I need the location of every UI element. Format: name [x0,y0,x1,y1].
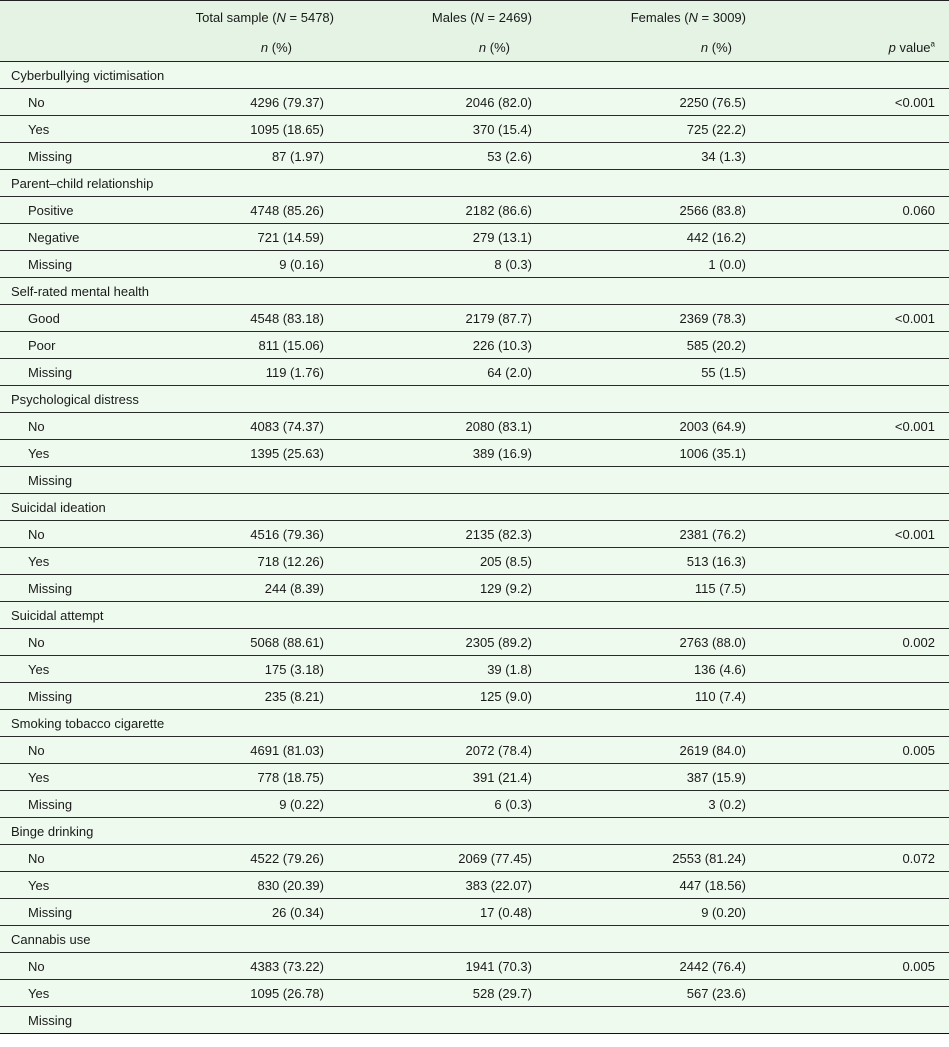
header-empty-cell [768,1,949,35]
females-value: 2442 (76.4) [546,953,768,980]
males-value: 39 (1.8) [334,656,546,683]
header-males-label: Males ( [431,10,475,25]
row-label: Negative [0,224,174,251]
females-value: 2566 (83.8) [546,197,768,224]
males-value: 2080 (83.1) [334,413,546,440]
group-label: Parent–child relationship [0,170,949,197]
header-males-n: N [474,10,484,25]
group-label: Suicidal attempt [0,602,949,629]
header-females [546,1,768,35]
row-label: No [0,845,174,872]
total-value: 718 (12.26) [174,548,334,575]
total-value: 4522 (79.26) [174,845,334,872]
males-value: 205 (8.5) [334,548,546,575]
group-label: Suicidal ideation [0,494,949,521]
females-value: 136 (4.6) [546,656,768,683]
total-value: 87 (1.97) [174,143,334,170]
header-females-units [546,34,768,62]
row-label: No [0,89,174,116]
header-total-n: N [276,10,286,25]
males-value: 528 (29.7) [334,980,546,1007]
row-label: Missing [0,683,174,710]
females-value: 9 (0.20) [546,899,768,926]
table-row [0,791,949,818]
males-value: 2072 (78.4) [334,737,546,764]
row-label: Positive [0,197,174,224]
total-value: 721 (14.59) [174,224,334,251]
total-value: 4748 (85.26) [174,197,334,224]
group-label: Psychological distress [0,386,949,413]
p-value: <0.001 [768,305,949,332]
p-value [768,791,949,818]
females-value: 115 (7.5) [546,575,768,602]
females-value: 442 (16.2) [546,224,768,251]
row-label: Yes [0,656,174,683]
total-value: 778 (18.75) [174,764,334,791]
females-value: 34 (1.3) [546,143,768,170]
table-row [0,332,949,359]
table-row [0,143,949,170]
row-label: Missing [0,467,174,494]
header-empty-cell [0,1,174,35]
header-total-label: Total sample ( [195,10,277,25]
total-value: 9 (0.22) [174,791,334,818]
header-row-units [0,34,949,62]
males-value: 17 (0.48) [334,899,546,926]
table-row [0,413,949,440]
males-value: 370 (15.4) [334,116,546,143]
row-label: Yes [0,872,174,899]
females-value: 2250 (76.5) [546,89,768,116]
males-value [334,467,546,494]
table-row [0,305,949,332]
header-pct-label: (%) [708,40,732,55]
row-label: No [0,413,174,440]
table-group-row [0,62,949,89]
p-value: 0.005 [768,737,949,764]
table-row [0,980,949,1007]
row-label: Yes [0,116,174,143]
females-value: 2381 (76.2) [546,521,768,548]
p-value [768,332,949,359]
females-value: 513 (16.3) [546,548,768,575]
total-value: 830 (20.39) [174,872,334,899]
header-total-sample [174,1,334,35]
p-value [768,683,949,710]
header-total-eq: = 5478) [285,10,334,25]
row-label: Yes [0,440,174,467]
row-label: Missing [0,359,174,386]
table-row [0,521,949,548]
males-value: 6 (0.3) [334,791,546,818]
total-value: 1095 (26.78) [174,980,334,1007]
males-value: 226 (10.3) [334,332,546,359]
table-row [0,899,949,926]
table-row [0,629,949,656]
females-value: 585 (20.2) [546,332,768,359]
p-value [768,224,949,251]
header-p-letter: p [888,40,896,55]
p-value [768,980,949,1007]
header-row-groups [0,1,949,35]
males-value: 125 (9.0) [334,683,546,710]
p-value: <0.001 [768,521,949,548]
row-label: Poor [0,332,174,359]
table-row [0,953,949,980]
header-p-rest: value [895,40,931,55]
females-value: 2003 (64.9) [546,413,768,440]
group-label: Self-rated mental health [0,278,949,305]
males-value: 279 (13.1) [334,224,546,251]
males-value [334,1007,546,1034]
females-value: 3 (0.2) [546,791,768,818]
males-value: 53 (2.6) [334,143,546,170]
group-label: Smoking tobacco cigarette [0,710,949,737]
p-value [768,467,949,494]
total-value: 4383 (73.22) [174,953,334,980]
males-value: 64 (2.0) [334,359,546,386]
total-value: 4296 (79.37) [174,89,334,116]
males-value: 1941 (70.3) [334,953,546,980]
row-label: No [0,737,174,764]
header-pct-label: (%) [268,40,292,55]
table-row [0,197,949,224]
males-value: 2069 (77.45) [334,845,546,872]
p-value [768,575,949,602]
table-group-row [0,386,949,413]
p-value: 0.072 [768,845,949,872]
table-group-row [0,926,949,953]
females-value: 1006 (35.1) [546,440,768,467]
p-value [768,1007,949,1034]
total-value: 9 (0.16) [174,251,334,278]
females-value [546,467,768,494]
males-value: 391 (21.4) [334,764,546,791]
header-total-units [174,34,334,62]
males-value: 2182 (86.6) [334,197,546,224]
table-row [0,359,949,386]
table-group-row [0,278,949,305]
table-row [0,872,949,899]
row-label: Missing [0,575,174,602]
header-p-footnote: a [930,39,935,49]
total-value: 119 (1.76) [174,359,334,386]
row-label: Yes [0,548,174,575]
females-value: 725 (22.2) [546,116,768,143]
total-value: 4516 (79.36) [174,521,334,548]
table-row [0,467,949,494]
females-value: 2619 (84.0) [546,737,768,764]
p-value [768,548,949,575]
females-value: 2763 (88.0) [546,629,768,656]
p-value [768,764,949,791]
table-group-row [0,170,949,197]
total-value [174,1007,334,1034]
header-males-eq: = 2469) [483,10,532,25]
total-value: 175 (3.18) [174,656,334,683]
total-value [174,467,334,494]
header-n-label: n [260,40,269,55]
females-value: 2369 (78.3) [546,305,768,332]
group-label: Binge drinking [0,818,949,845]
females-value: 55 (1.5) [546,359,768,386]
table-row [0,1007,949,1034]
group-label: Cyberbullying victimisation [0,62,949,89]
table-header [0,1,949,62]
females-value [546,1007,768,1034]
females-value: 387 (15.9) [546,764,768,791]
table-row [0,737,949,764]
group-label: Cannabis use [0,926,949,953]
table-row [0,845,949,872]
table-row [0,548,949,575]
table-group-row [0,602,949,629]
row-label: Missing [0,791,174,818]
males-value: 383 (22.07) [334,872,546,899]
p-value [768,899,949,926]
females-value: 567 (23.6) [546,980,768,1007]
table-row [0,440,949,467]
table-row [0,764,949,791]
females-value: 1 (0.0) [546,251,768,278]
p-value: 0.002 [768,629,949,656]
row-label: Missing [0,899,174,926]
header-females-eq: = 3009) [697,10,746,25]
males-value: 2046 (82.0) [334,89,546,116]
total-value: 26 (0.34) [174,899,334,926]
p-value: 0.005 [768,953,949,980]
total-value: 244 (8.39) [174,575,334,602]
males-value: 2135 (82.3) [334,521,546,548]
total-value: 4548 (83.18) [174,305,334,332]
table-row [0,251,949,278]
p-value [768,656,949,683]
total-value: 4691 (81.03) [174,737,334,764]
p-value [768,116,949,143]
total-value: 4083 (74.37) [174,413,334,440]
females-value: 447 (18.56) [546,872,768,899]
males-value: 389 (16.9) [334,440,546,467]
p-value [768,440,949,467]
females-value: 2553 (81.24) [546,845,768,872]
row-label: Yes [0,764,174,791]
males-value: 2305 (89.2) [334,629,546,656]
table-group-row [0,710,949,737]
header-males-units [334,34,546,62]
females-value: 110 (7.4) [546,683,768,710]
table-row [0,683,949,710]
p-value [768,143,949,170]
header-n-label: n [700,40,709,55]
total-value: 1395 (25.63) [174,440,334,467]
row-label: Missing [0,1007,174,1034]
row-label: Yes [0,980,174,1007]
males-value: 8 (0.3) [334,251,546,278]
header-females-label: Females ( [630,10,689,25]
total-value: 1095 (18.65) [174,116,334,143]
table-row [0,656,949,683]
table-row [0,89,949,116]
header-empty-cell [0,34,174,62]
total-value: 811 (15.06) [174,332,334,359]
table-row [0,224,949,251]
row-label: Missing [0,143,174,170]
p-value [768,251,949,278]
header-p-value [768,34,949,62]
males-value: 2179 (87.7) [334,305,546,332]
table-row [0,116,949,143]
table-group-row [0,818,949,845]
row-label: Missing [0,251,174,278]
p-value [768,872,949,899]
header-n-label: n [478,40,487,55]
header-males [334,1,546,35]
males-value: 129 (9.2) [334,575,546,602]
p-value: <0.001 [768,413,949,440]
row-label: No [0,953,174,980]
row-label: Good [0,305,174,332]
table-group-row [0,494,949,521]
p-value: <0.001 [768,89,949,116]
total-value: 5068 (88.61) [174,629,334,656]
header-females-n: N [688,10,698,25]
p-value: 0.060 [768,197,949,224]
total-value: 235 (8.21) [174,683,334,710]
row-label: No [0,521,174,548]
header-pct-label: (%) [486,40,510,55]
p-value [768,359,949,386]
table-body [0,62,949,1034]
row-label: No [0,629,174,656]
table-row [0,575,949,602]
